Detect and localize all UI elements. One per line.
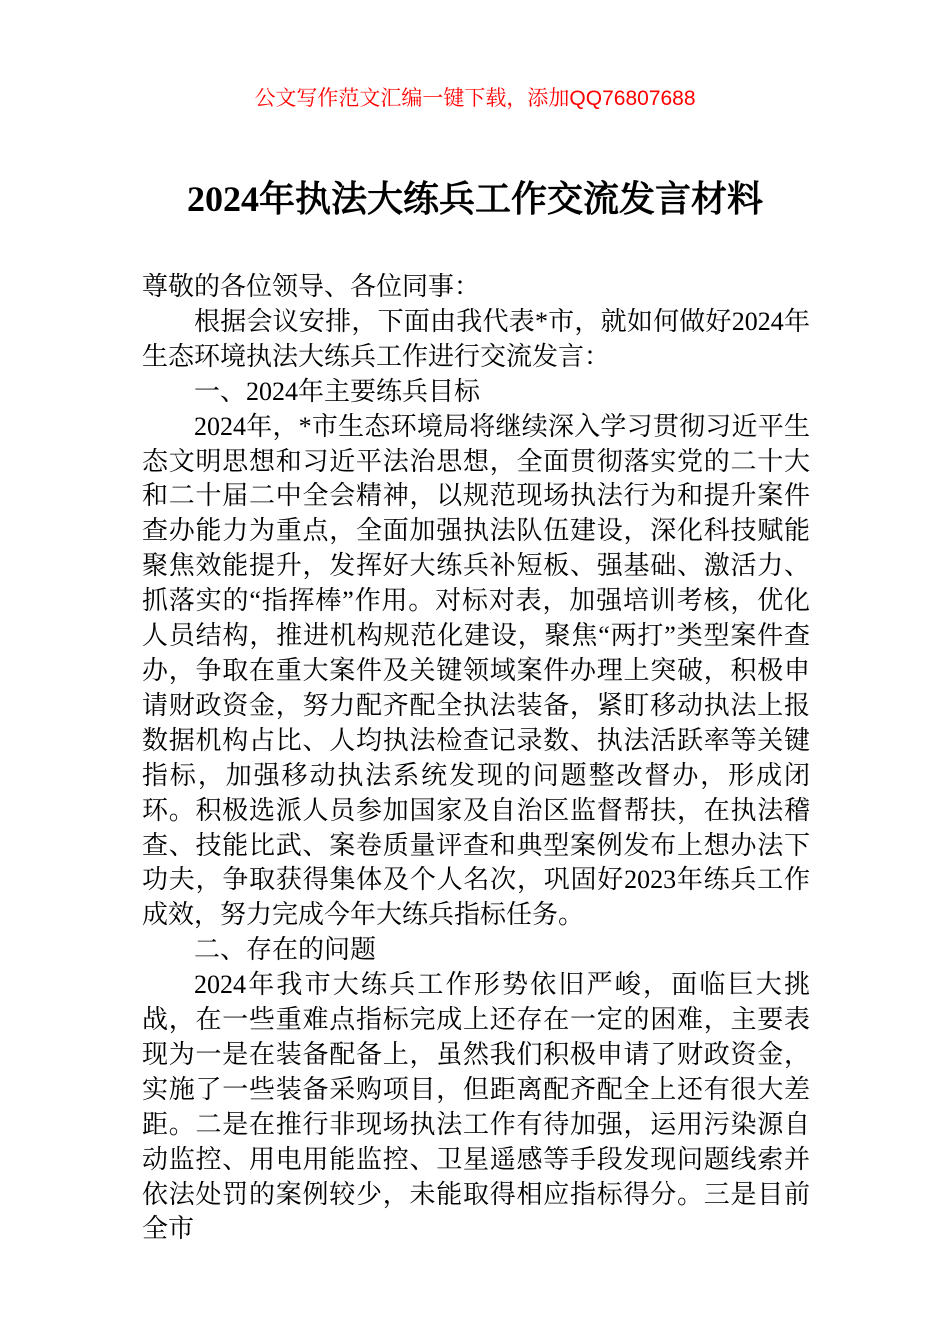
section-1-body: 2024年，*市生态环境局将继续深入学习贯彻习近平生态文明思想和习近平法治思想，全面贯彻落实党的二十大和二十届二中全会精神，以规范现场执法行为和提升案件查办能力为重点，全面加强执法队伍建设，深化科技赋能聚焦效能提升，发挥好大练兵补短板、强基础、激活力、抓落实的“指挥棒”作用。对标对表，加强培训考核，优化人员结构，推进机构规范化建设，聚焦“两打”类型案件查办，争取在重大案件及关键领域案件办理上突破，积极申请财政资金，努力配齐配全执法装备，紧盯移动执法上报数据机构占比、人均执法检查记录数、执法活跃率等关键指标，加强移动执法系统发现的问题整改督办，形成闭环。积极选派人员参加国家及自治区监督帮扶，在执法稽查、技能比武、案卷质量评查和典型案例发布上想办法下功夫，争取获得集体及个人名次，巩固好2023年练兵工作成效，努力完成今年大练兵指标任务。 (142, 411, 810, 930)
paragraph-intro: 根据会议安排，下面由我代表*市，就如何做好2024年生态环境执法大练兵工作进行交流发言： (142, 306, 810, 371)
section-2-body: 2024年我市大练兵工作形势依旧严峻，面临巨大挑战，在一些重难点指标完成上还存在一定的困难，主要表现为一是在装备配备上，虽然我们积极申请了财政资金，实施了一些装备采购项目，但距离配齐配全上还有很大差距。二是在推行非现场执法工作有待加强，运用污染源自动监控、用电用能监控、卫星遥感等手段发现问题线索并依法处罚的案例较少，未能取得相应指标得分。三是目前全市 (142, 970, 810, 1244)
promo-notice: 公文写作范文汇编一键下载，添加QQ76807688 (254, 87, 696, 110)
document-body (142, 270, 810, 1247)
section-1-heading: 一、2024年主要练兵目标 (194, 376, 481, 406)
salutation: 尊敬的各位领导、各位同事： (142, 272, 481, 301)
document-title: 2024年执法大练兵工作交流发言材料 (186, 179, 763, 219)
section-2-heading: 二、存在的问题 (194, 935, 377, 965)
